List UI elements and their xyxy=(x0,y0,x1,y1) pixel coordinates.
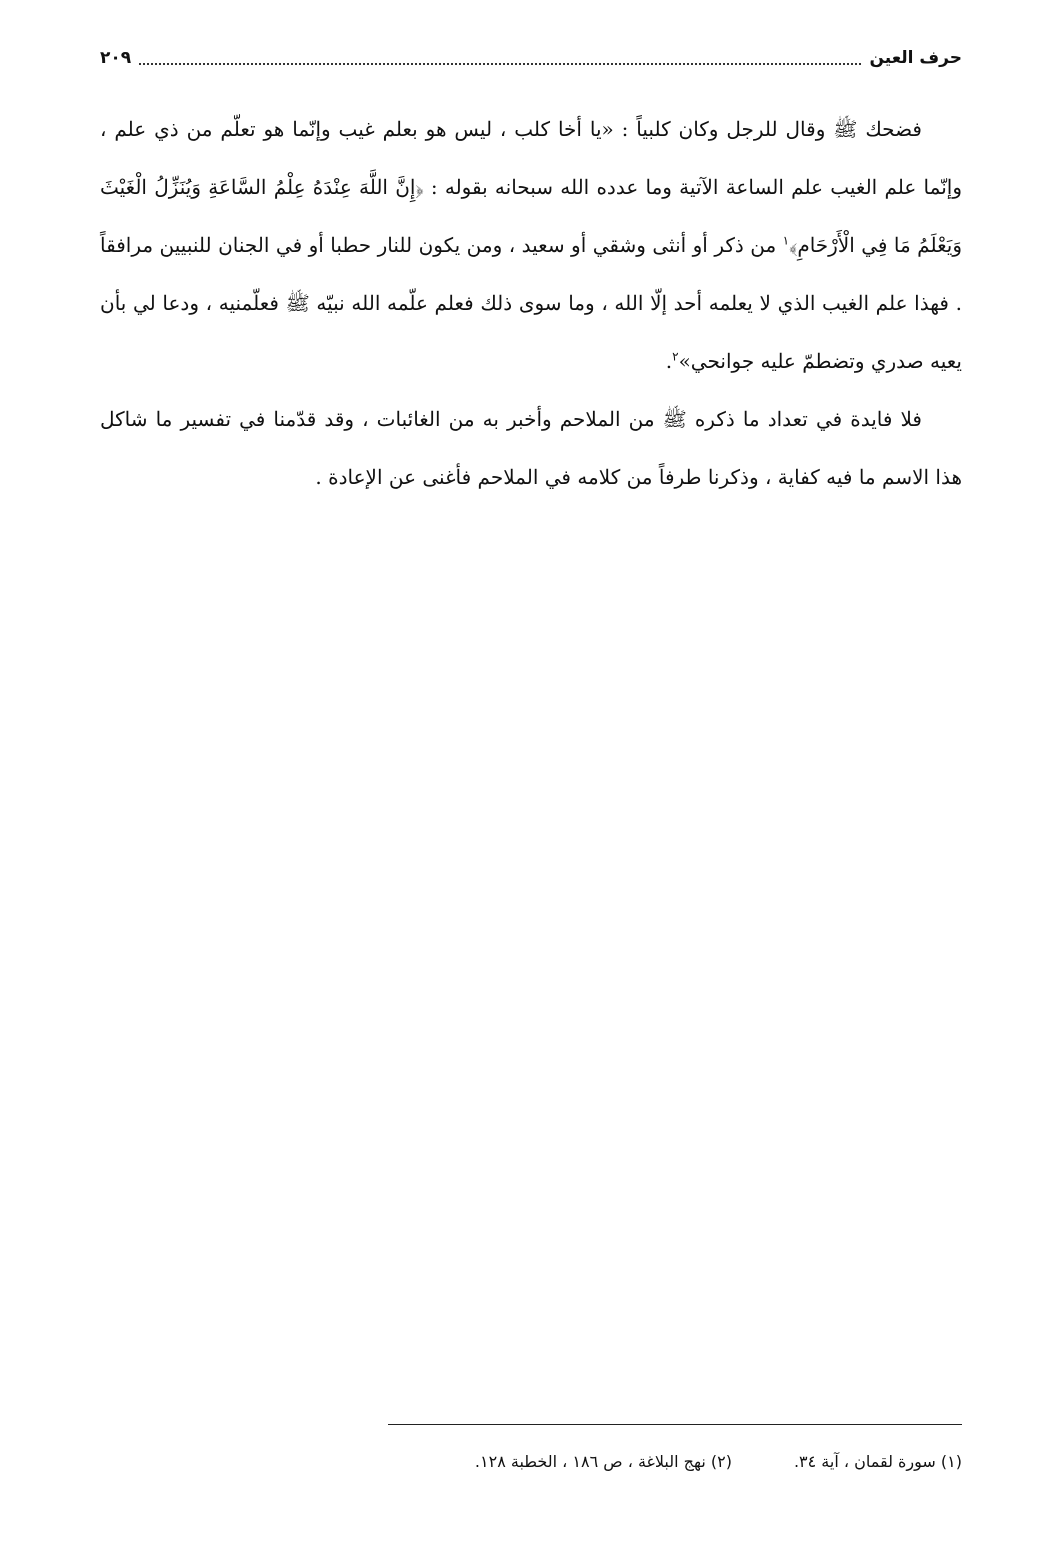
main-text xyxy=(100,100,962,506)
footnote-ref-1: ١ xyxy=(782,233,790,248)
paragraph-1-end: . xyxy=(665,349,673,373)
footnote-2: (٢) نهج البلاغة ، ص ١٨٦ ، الخطبة ١٢٨. xyxy=(474,1452,732,1471)
paragraph-1-text: فضحك ﷺ وقال للرجل وكان كلبياً : «يا أخا كلب ، ليس هو بعلم غيب وإنّما هو تعلّم من ذي علم ، وإنّما علم الغيب علم الساعة الآتية وما عدده الله سبحانه بقوله : ﴿إِنَّ اللَّهَ عِنْدَهُ عِلْمُ السَّاعَةِ وَيُنَزِّلُ الْغَيْثَ وَيَعْلَمُ مَا فِي الْأَرْحَامِ﴾ xyxy=(100,117,962,257)
footnote-ref-2: ٢ xyxy=(672,349,679,364)
paragraph-2: فلا فايدة في تعداد ما ذكره ﷺ من الملاحم وأخبر به من الغائبات ، وقد قدّمنا في تفسير ما شاكل هذا الاسم ما فيه كفاية ، وذكرنا طرفاً من كلامه في الملاحم فأغنى عن الإعادة . xyxy=(100,407,962,489)
footnotes xyxy=(100,1448,962,1476)
chapter-title: حرف العين xyxy=(869,48,962,68)
page-number: ٢٠٩ xyxy=(100,48,132,68)
running-header xyxy=(100,40,962,76)
header-leader-dots xyxy=(139,63,861,65)
paragraph-1 xyxy=(100,100,962,390)
footnote-separator xyxy=(388,1424,962,1425)
paragraph-1-continuation: من ذكر أو أنثى وشقي أو سعيد ، ومن يكون للنار حطبا أو في الجنان للنبيين مرافقاً . فهذا علم الغيب الذي لا يعلمه أحد إلّا الله ، وما سوى ذلك فعلم علّمه الله نبيّه ﷺ فعلّمنيه ، ودعا لي بأن يعيه صدري وتضطمّ عليه جوانحي» xyxy=(100,233,963,373)
footnote-1: (١) سورة لقمان ، آية ٣٤. xyxy=(793,1452,962,1471)
